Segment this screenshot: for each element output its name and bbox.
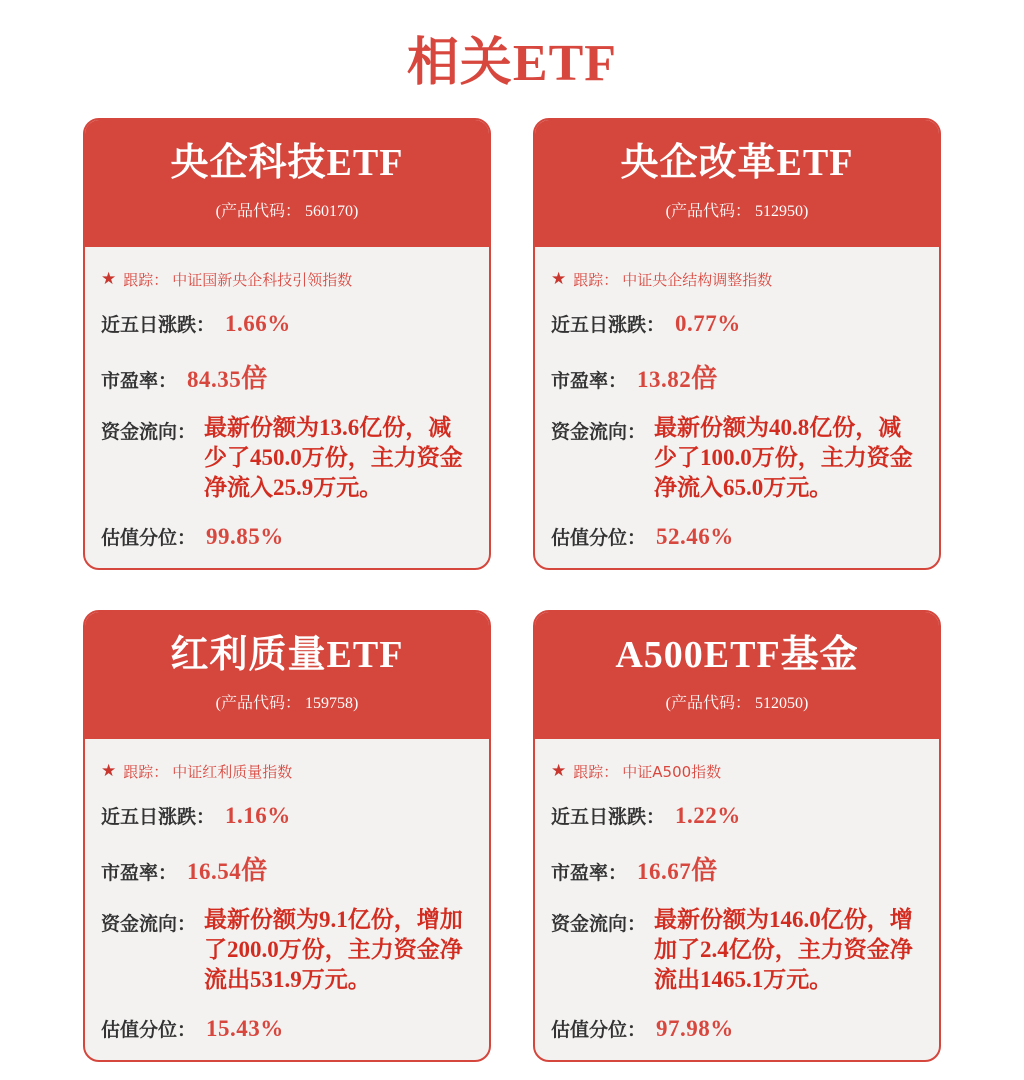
flow-text: 最新份额为9.1亿份，增加了200.0万份，主力资金净流出531.9万元。 <box>204 907 463 992</box>
etf-name: A500ETF基金 <box>615 634 859 676</box>
valuation-row <box>101 1015 473 1045</box>
five-day-change-value: 1.16% <box>225 803 291 828</box>
page-title: 相关ETF <box>406 35 618 92</box>
tracking-index: 中证A500指数 <box>622 763 722 781</box>
etf-card-1 <box>83 118 491 570</box>
pe-label: 市盈率： <box>551 862 628 884</box>
valuation-row <box>551 1015 923 1045</box>
valuation-label: 估值分位： <box>551 1019 647 1041</box>
pe-row <box>551 850 923 887</box>
pe-row <box>551 358 923 395</box>
tracking-index: 中证红利质量指数 <box>172 763 293 781</box>
etf-card-header <box>85 120 489 247</box>
five-day-change-value: 0.77% <box>675 311 741 336</box>
etf-name: 红利质量ETF <box>170 634 404 676</box>
etf-card-body <box>85 739 489 1062</box>
pe-row <box>101 358 473 395</box>
five-day-change-value: 1.22% <box>675 803 741 828</box>
etf-product-code: (产品代码： 159758) <box>215 694 359 712</box>
flow-row <box>551 905 923 995</box>
five-day-change-row <box>551 310 923 340</box>
etf-card-2 <box>533 118 941 570</box>
valuation-value: 52.46% <box>656 524 734 549</box>
tracking-label: 跟踪： <box>123 763 169 781</box>
five-day-change-label: 近五日涨跌： <box>101 314 216 336</box>
valuation-row <box>551 523 923 553</box>
etf-name: 央企科技ETF <box>170 142 404 184</box>
valuation-label: 估值分位： <box>101 527 197 549</box>
etf-card-body <box>85 247 489 570</box>
flow-row <box>551 413 923 503</box>
star-icon: ★ <box>551 269 567 289</box>
etf-product-code: (产品代码： 560170) <box>215 202 359 220</box>
tracking-row <box>101 761 473 782</box>
five-day-change-value: 1.66% <box>225 311 291 336</box>
etf-card-header <box>535 120 939 247</box>
pe-label: 市盈率： <box>101 370 178 392</box>
pe-value: 16.67 <box>637 859 692 884</box>
etf-card-3 <box>83 610 491 1062</box>
etf-name: 央企改革ETF <box>620 142 854 184</box>
tracking-label: 跟踪： <box>573 763 619 781</box>
star-icon: ★ <box>551 761 567 781</box>
tracking-row <box>101 269 473 290</box>
pe-value: 84.35 <box>187 367 242 392</box>
flow-row <box>101 413 473 503</box>
five-day-change-label: 近五日涨跌： <box>101 806 216 828</box>
valuation-row <box>101 523 473 553</box>
valuation-label: 估值分位： <box>101 1019 197 1041</box>
flow-text: 最新份额为40.8亿份，减少了100.0万份，主力资金净流入65.0万元。 <box>654 415 913 500</box>
flow-label: 资金流向： <box>551 421 647 443</box>
valuation-value: 97.98% <box>656 1016 734 1041</box>
star-icon: ★ <box>101 269 117 289</box>
flow-label: 资金流向： <box>101 913 197 935</box>
tracking-row <box>551 269 923 290</box>
flow-label: 资金流向： <box>551 913 647 935</box>
pe-unit: 倍 <box>241 364 268 394</box>
etf-card-header <box>85 612 489 739</box>
pe-row <box>101 850 473 887</box>
pe-label: 市盈率： <box>551 370 628 392</box>
five-day-change-label: 近五日涨跌： <box>551 806 666 828</box>
flow-row <box>101 905 473 995</box>
etf-product-code: (产品代码： 512950) <box>665 202 809 220</box>
flow-label: 资金流向： <box>101 421 197 443</box>
etf-card-header <box>535 612 939 739</box>
pe-unit: 倍 <box>691 856 718 886</box>
valuation-value: 99.85% <box>206 524 284 549</box>
pe-unit: 倍 <box>241 856 268 886</box>
valuation-label: 估值分位： <box>551 527 647 549</box>
tracking-label: 跟踪： <box>573 271 619 289</box>
pe-label: 市盈率： <box>101 862 178 884</box>
etf-card-body <box>535 247 939 570</box>
tracking-row <box>551 761 923 782</box>
pe-value: 13.82 <box>637 367 692 392</box>
flow-text: 最新份额为146.0亿份，增加了2.4亿份，主力资金净流出1465.1万元。 <box>654 907 913 992</box>
five-day-change-row <box>551 802 923 832</box>
star-icon: ★ <box>101 761 117 781</box>
tracking-index: 中证国新央企科技引领指数 <box>172 271 353 289</box>
five-day-change-row <box>101 802 473 832</box>
pe-unit: 倍 <box>691 364 718 394</box>
pe-value: 16.54 <box>187 859 242 884</box>
flow-text: 最新份额为13.6亿份，减少了450.0万份，主力资金净流入25.9万元。 <box>204 415 463 500</box>
etf-product-code: (产品代码： 512050) <box>665 694 809 712</box>
etf-card-grid <box>83 118 941 1062</box>
five-day-change-row <box>101 310 473 340</box>
tracking-index: 中证央企结构调整指数 <box>622 271 773 289</box>
valuation-value: 15.43% <box>206 1016 284 1041</box>
tracking-label: 跟踪： <box>123 271 169 289</box>
etf-card-4 <box>533 610 941 1062</box>
five-day-change-label: 近五日涨跌： <box>551 314 666 336</box>
etf-card-body <box>535 739 939 1062</box>
